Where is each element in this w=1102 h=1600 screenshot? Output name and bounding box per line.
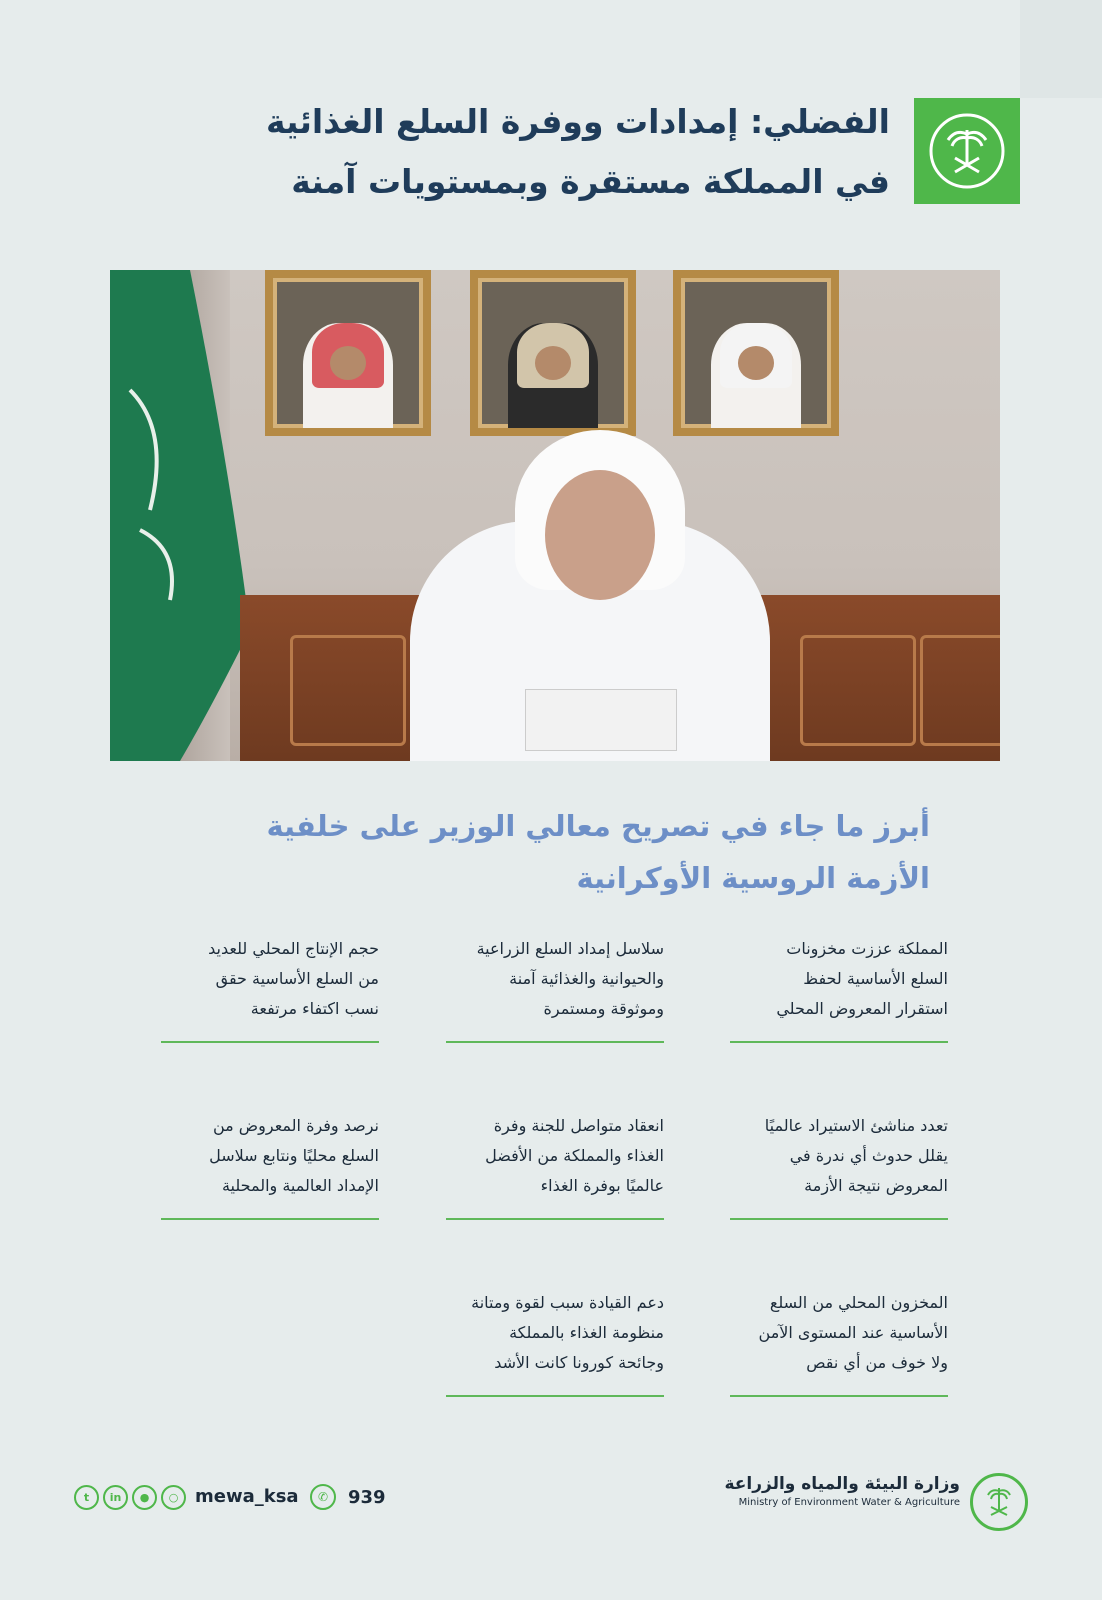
- phone-icon: ✆: [310, 1484, 336, 1510]
- highlight-line: الغذاء والمملكة من الأفضل: [485, 1146, 664, 1165]
- minister-figure: [410, 430, 770, 761]
- highlight-line: تعدد مناشئ الاستيراد عالميًا: [764, 1116, 948, 1135]
- highlight-line: والحيوانية والغذائية آمنة: [509, 969, 664, 988]
- card-divider: [161, 1218, 379, 1220]
- highlight-card: [161, 934, 379, 1024]
- highlight-card: [446, 934, 664, 1024]
- ministry-name-en: Ministry of Environment Water & Agriculture: [738, 1497, 960, 1508]
- highlights-title-line: أبرز ما جاء في تصريح معالي الوزير على خلفية: [266, 809, 930, 843]
- saudi-flag-icon: [110, 270, 250, 761]
- highlight-card: [161, 1111, 379, 1201]
- ministry-name: [724, 1474, 960, 1508]
- card-divider: [730, 1395, 948, 1397]
- social-handle[interactable]: mewa_ksa: [195, 1486, 299, 1507]
- card-divider: [730, 1218, 948, 1220]
- highlight-line: نرصد وفرة المعروض من: [212, 1116, 379, 1135]
- highlight-line: يقلل حدوث أي ندرة في: [789, 1146, 948, 1165]
- twitter-icon[interactable]: t: [74, 1485, 99, 1510]
- footer-emblem-icon: [970, 1473, 1028, 1531]
- highlights-title: [266, 800, 930, 904]
- highlight-line: الإمداد العالمية والمحلية: [221, 1176, 379, 1195]
- linkedin-icon[interactable]: in: [103, 1485, 128, 1510]
- highlight-line: السلع الأساسية لحفظ: [803, 969, 948, 988]
- highlight-line: استقرار المعروض المحلي: [776, 999, 948, 1018]
- highlight-card: [730, 1111, 948, 1201]
- portrait-frame: [265, 270, 431, 436]
- highlight-line: وجائحة كورونا كانت الأشد: [494, 1353, 664, 1372]
- highlight-line: المخزون المحلي من السلع: [769, 1293, 948, 1312]
- card-divider: [446, 1395, 664, 1397]
- ministry-name-ar: وزارة البيئة والمياه والزراعة: [724, 1474, 960, 1494]
- portrait-frame: [470, 270, 636, 436]
- highlight-card: [730, 934, 948, 1024]
- highlight-line: السلع محليًا ونتابع سلاسل: [209, 1146, 379, 1165]
- instagram-icon[interactable]: ○: [161, 1485, 186, 1510]
- highlight-card: [446, 1288, 664, 1378]
- title-line: الفضلي: إمدادات ووفرة السلع الغذائية: [265, 102, 890, 141]
- highlight-line: حجم الإنتاج المحلي للعديد: [208, 939, 379, 958]
- highlight-line: دعم القيادة سبب لقوة ومتانة: [471, 1293, 664, 1312]
- highlight-line: عالميًا بوفرة الغذاء: [540, 1176, 664, 1195]
- highlight-line: سلاسل إمداد السلع الزراعية: [476, 939, 664, 958]
- highlight-line: وموثوقة ومستمرة: [543, 999, 664, 1018]
- highlight-card: [730, 1288, 948, 1378]
- highlight-card: [446, 1111, 664, 1201]
- highlight-line: انعقاد متواصل للجنة وفرة: [493, 1116, 664, 1135]
- title-line: في المملكة مستقرة وبمستويات آمنة: [291, 162, 890, 201]
- highlight-line: نسب اكتفاء مرتفعة: [250, 999, 379, 1018]
- highlight-line: المعروض نتيجة الأزمة: [804, 1176, 948, 1195]
- highlight-line: المملكة عززت مخزونات: [786, 939, 948, 958]
- card-divider: [446, 1041, 664, 1043]
- corner-decoration: [1020, 0, 1102, 98]
- social-links: [74, 1485, 190, 1510]
- card-divider: [730, 1041, 948, 1043]
- snapchat-icon[interactable]: ●: [132, 1485, 157, 1510]
- minister-photo: [110, 270, 1000, 761]
- highlight-line: منظومة الغذاء بالمملكة: [509, 1323, 664, 1342]
- highlight-line: ولا خوف من أي نقص: [806, 1353, 948, 1372]
- palm-swords-emblem-icon: [928, 112, 1006, 190]
- card-divider: [446, 1218, 664, 1220]
- highlights-title-line: الأزمة الروسية الأوكرانية: [576, 861, 930, 895]
- phone-number[interactable]: 939: [348, 1487, 386, 1508]
- portrait-frame: [673, 270, 839, 436]
- highlight-line: من السلع الأساسية حقق: [215, 969, 379, 988]
- page-title: [266, 92, 890, 212]
- card-divider: [161, 1041, 379, 1043]
- highlight-line: الأساسية عند المستوى الآمن: [758, 1323, 948, 1342]
- ministry-logo: [914, 98, 1020, 204]
